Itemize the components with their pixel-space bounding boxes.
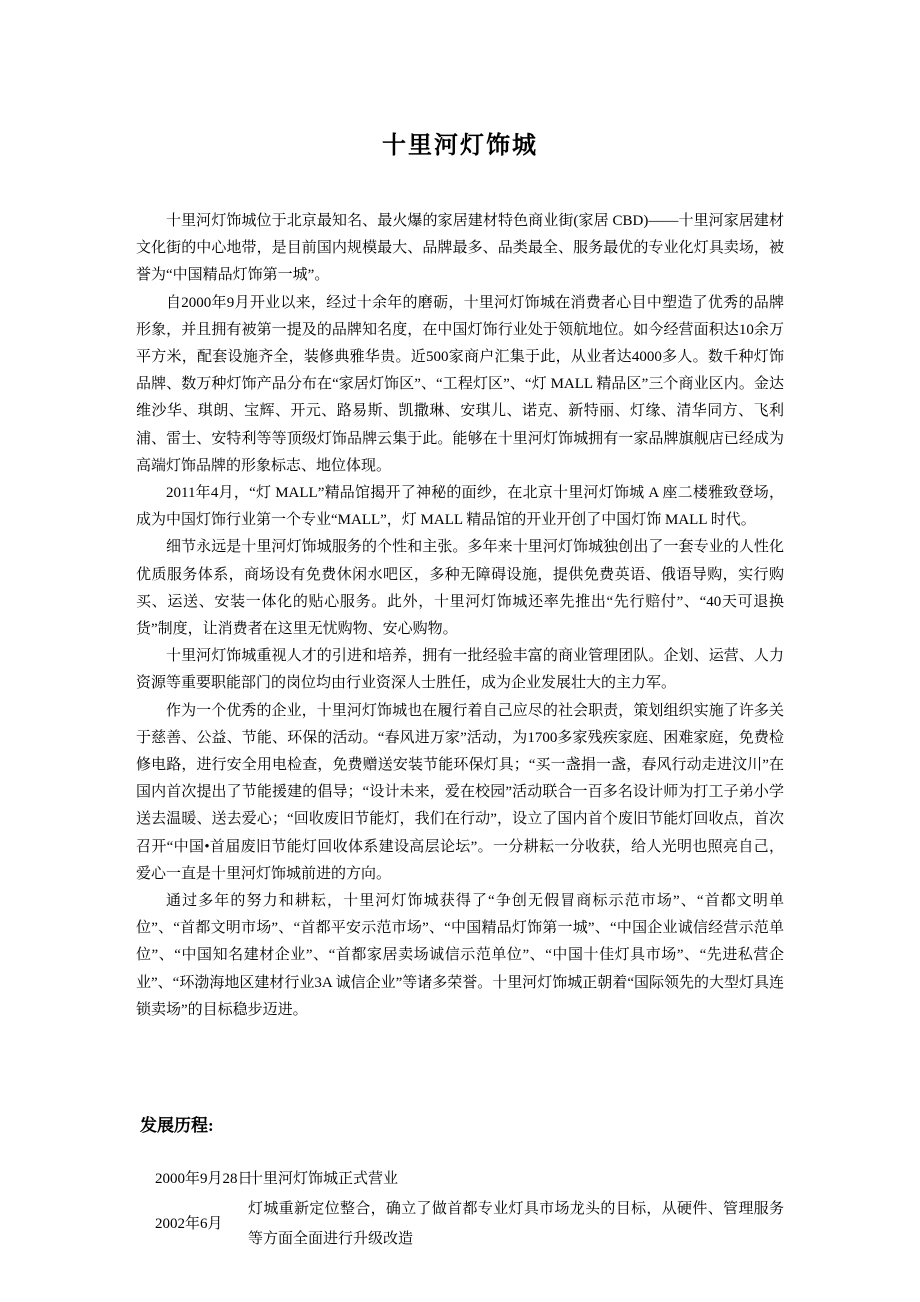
timeline-date: 2002年6月: [155, 1216, 223, 1233]
timeline-row: [136, 1164, 784, 1194]
timeline-date: 2000年9月28日: [155, 1171, 253, 1188]
document-body: [136, 208, 784, 1254]
paragraph-intro: 十里河灯饰城位于北京最知名、最火爆的家居建材特色商业街(家居 CBD)——十里河家居建材文化街的中心地带，是目前国内规模最大、品牌最多、品类最全、服务最优的专业化灯具卖场，被誉为“中国精品灯饰第一城”。: [136, 213, 784, 284]
paragraph-social-responsibility: 作为一个优秀的企业，十里河灯饰城也在履行着自己应尽的社会职责，策划组织实施了许多关于慈善、公益、节能、环保的活动。“春风进万家”活动，为1700多家残疾家庭、困难家庭，免费检修电路，进行安全用电检查，免费赠送安装节能环保灯具；“买一盏捐一盏，春风行动走进汶川”在国内首次提出了节能援建的倡导；“设计未来，爱在校园”活动联合一百多名设计师为打工子弟小学送去温暖、送去爱心；“回收废旧节能灯，我们在行动”，设立了国内首个废旧节能灯回收点，首次召开“中国•首届废旧节能灯回收体系建设高层论坛”。一分耕耘一分收获，给人光明也照亮自己，爱心一直是十里河灯饰城前进的方向。: [136, 702, 784, 882]
paragraph-honors: 通过多年的努力和耕耘，十里河灯饰城获得了“争创无假冒商标示范市场”、“首都文明单位”、“首都文明市场”、“首都平安示范市场”、“中国精品灯饰第一城”、“中国企业诚信经营示范单位”、“中国知名建材企业”、“首都家居卖场诚信示范单位”、“中国十佳灯具市场”、“先进私营企业”、“环渤海地区建材行业3A 诚信企业”等诸多荣誉。十里河灯饰城正朝着“国际领先的大型灯具连锁卖场”的目标稳步迈进。: [136, 893, 784, 1018]
timeline-row: [136, 1194, 784, 1254]
paragraph-mall-opening: 2011年4月，“灯 MALL”精品馆揭开了神秘的面纱，在北京十里河灯饰城 A 座二楼雅致登场，成为中国灯饰行业第一个专业“MALL”，灯 MALL 精品馆的开业开创了中国灯饰 MALL 时代。: [136, 485, 784, 529]
document-title: 十里河灯饰城: [382, 133, 538, 159]
paragraph-talent: 十里河灯饰城重视人才的引进和培养，拥有一批经验丰富的商业管理团队。企划、运营、人力资源等重要职能部门的岗位均由行业资深人士胜任，成为企业发展壮大的主力军。: [136, 648, 784, 692]
timeline-event: 灯城重新定位整合，确立了做首都专业灯具市场龙头的目标，从硬件、管理服务等方面全面进行升级改造: [248, 1201, 784, 1248]
paragraph-brand-history: 自2000年9月开业以来，经过十余年的磨砺，十里河灯饰城在消费者心目中塑造了优秀的品牌形象，并且拥有被第一提及的品牌知名度，在中国灯饰行业处于领航地位。如今经营面积达10余万平方米，配套设施齐全，装修典雅华贵。近500家商户汇集于此，从业者达4000多人。数千种灯饰品牌、数万种灯饰产品分布在“家居灯饰区”、“工程灯区”、“灯 MALL 精品区”三个商业区内。金达维沙华、琪朗、宝辉、开元、路易斯、凯撒琳、安琪儿、诺克、新特丽、灯缘、清华同方、飞利浦、雷士、安特利等等顶级灯饰品牌云集于此。能够在十里河灯饰城拥有一家品牌旗舰店已经成为高端灯饰品牌的形象标志、地位体现。: [136, 294, 784, 474]
paragraph-service: 细节永远是十里河灯饰城服务的个性和主张。多年来十里河灯饰城独创出了一套专业的人性化优质服务体系，商场设有免费休闲水吧区，多种无障碍设施，提供免费英语、俄语导购，实行购买、运送、安装一体化的贴心服务。此外，十里河灯饰城还率先推出“先行赔付”、“40天可退换货”制度，让消费者在这里无忧购物、安心购物。: [136, 539, 784, 638]
history-timeline: [136, 1164, 784, 1254]
timeline-event: 十里河灯饰城正式营业: [248, 1171, 399, 1188]
history-heading: 发展历程:: [140, 1116, 214, 1136]
